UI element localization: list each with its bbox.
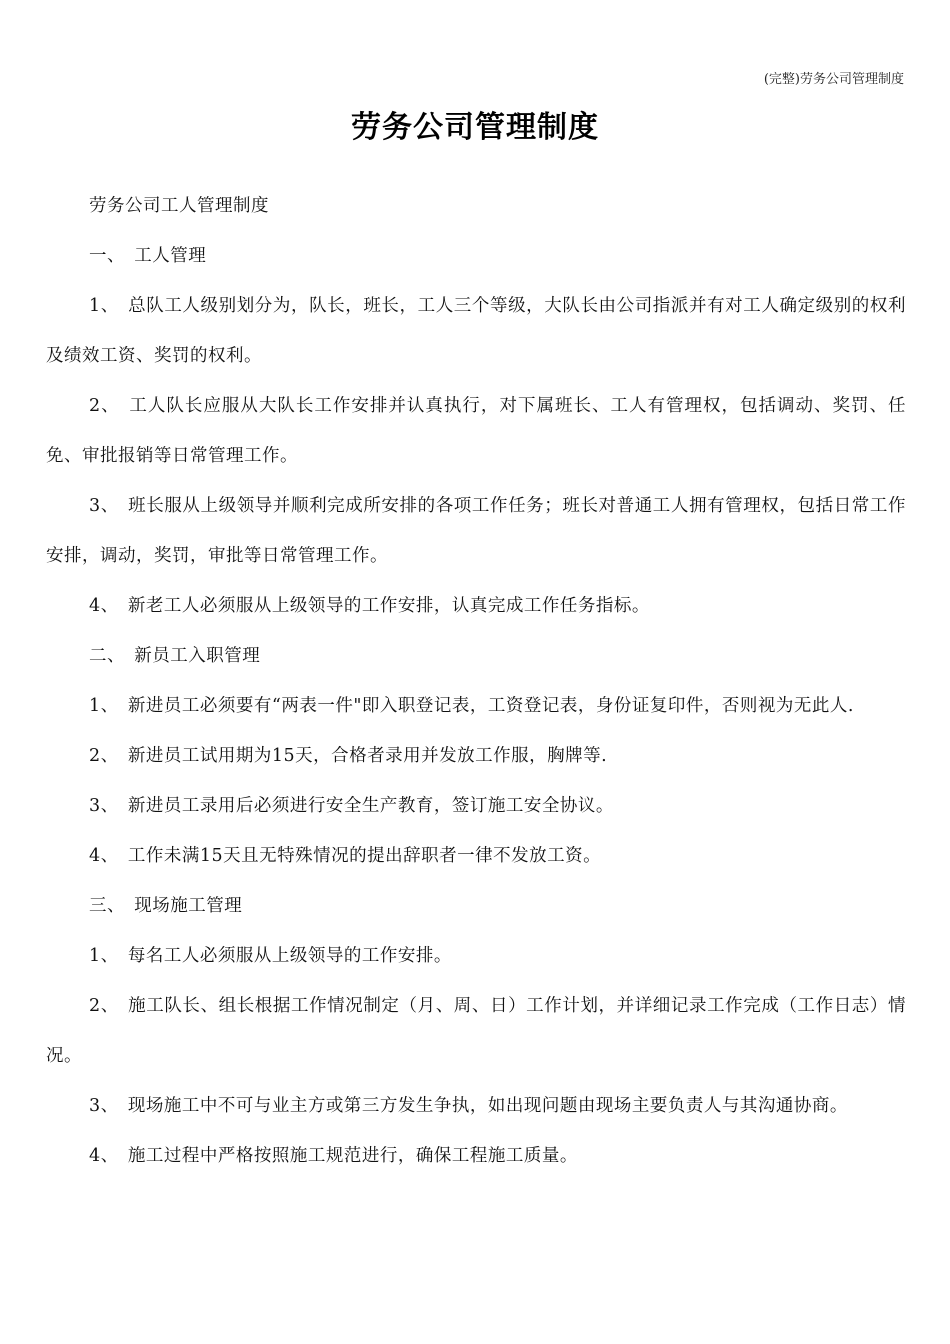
clause-3-3: 3、 现场施工中不可与业主方或第三方发生争执，如出现问题由现场主要负责人与其沟通协商。 [89,1096,848,1116]
section-heading-2: 二、 新员工入职管理 [89,646,261,666]
clause-1-4: 4、 新老工人必须服从上级领导的工作安排，认真完成工作任务指标。 [89,596,650,616]
document-title: 劳务公司管理制度 [351,110,599,145]
section-subtitle: 劳务公司工人管理制度 [89,196,269,216]
document-body [46,181,906,1181]
section-heading-3: 三、 现场施工管理 [89,896,243,916]
clause-1-1: 1、 总队工人级别划分为，队长，班长，工人三个等级，大队长由公司指派并有对工人确定级别的权利及绩效工资、奖罚的权利。 [46,296,906,366]
clause-3-1: 1、 每名工人必须服从上级领导的工作安排。 [89,946,452,966]
clause-3-2: 2、 施工队长、组长根据工作情况制定（月、周、日）工作计划，并详细记录工作完成（工作日志）情况。 [46,996,906,1066]
clause-2-4: 4、 工作未满15天且无特殊情况的提出辞职者一律不发放工资。 [89,846,602,866]
clause-1-2: 2、 工人队长应服从大队长工作安排并认真执行，对下属班长、工人有管理权，包括调动、奖罚、任免、审批报销等日常管理工作。 [46,396,906,466]
clause-2-1: 1、 新进员工必须要有“两表一件"即入职登记表，工资登记表，身份证复印件，否则视为无此人. [89,696,854,716]
clause-2-2: 2、 新进员工试用期为15天，合格者录用并发放工作服，胸牌等. [89,746,608,766]
section-heading-1: 一、 工人管理 [89,246,207,266]
clause-2-3: 3、 新进员工录用后必须进行安全生产教育，签订施工安全协议。 [89,796,614,816]
clause-1-3: 3、 班长服从上级领导并顺利完成所安排的各项工作任务；班长对普通工人拥有管理权，包括日常工作安排，调动，奖罚，审批等日常管理工作。 [46,496,906,566]
running-header: (完整)劳务公司管理制度 [763,72,904,87]
clause-3-4: 4、 施工过程中严格按照施工规范进行，确保工程施工质量。 [89,1146,578,1166]
